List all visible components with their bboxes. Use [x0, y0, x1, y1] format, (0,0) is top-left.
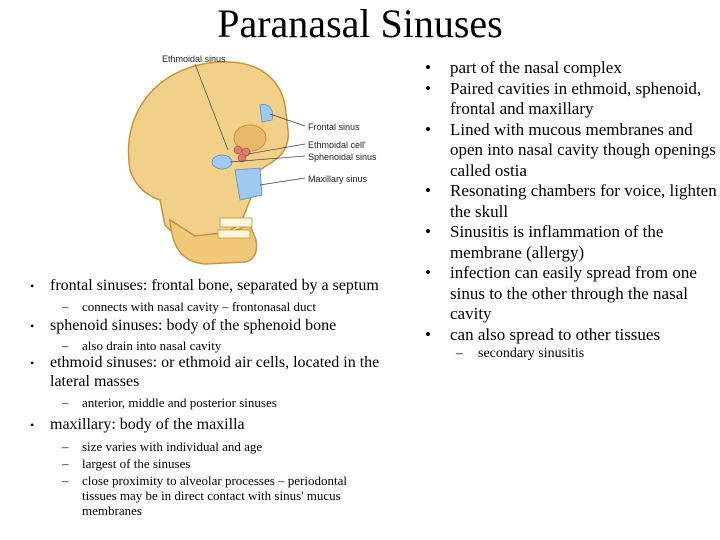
ethmoid-sub-bullet: – anterior, middle and posterior sinuses [20, 395, 430, 410]
maxillary-sub-bullet: – close proximity to alveolar processes – periodontal tissues may be in direct contact with sinus' mucus membranes [20, 473, 430, 518]
right-sub-bullet: – secondary sinusitis [420, 345, 720, 363]
skull-sinus-illustration [110, 50, 377, 270]
label-frontal-sinus: Frontal sinus [308, 122, 360, 132]
skull-diagram [110, 50, 377, 270]
sphenoidal-sinus-shape [212, 155, 232, 169]
right-bullet-list [420, 58, 720, 363]
right-bullet: • Resonating chambers for voice, lighten the skull [420, 181, 720, 222]
label-ethmoidal-cell: Ethmoidal cell' [308, 140, 366, 150]
lower-teeth [218, 230, 250, 238]
ethmoid-bullet: • ethmoid sinuses: or ethmoid air cells, located in the lateral masses [20, 354, 430, 391]
slide-title: Paranasal Sinuses [217, 1, 503, 46]
right-bullet: • Lined with mucous membranes and open into nasal cavity though openings called ostia [420, 120, 720, 182]
frontal-sub-bullet: – connects with nasal cavity – frontonasal duct [20, 299, 430, 314]
label-sphenoidal-sinus: Sphenoidal sinus [308, 152, 377, 162]
maxillary-sub-bullet: – largest of the sinuses [20, 456, 430, 471]
maxillary-sinus-shape [235, 168, 262, 200]
label-ethmoidal-sinus: Ethmoidal sinus [162, 54, 226, 64]
right-bullet: • can also spread to other tissues [420, 325, 720, 346]
sphenoid-bullet: • sphenoid sinuses: body of the sphenoid bone [20, 317, 430, 336]
right-bullet: • Sinusitis is inflammation of the membrane (allergy) [420, 222, 720, 263]
maxillary-bullet: • maxillary: body of the maxilla [20, 416, 430, 435]
label-maxillary-sinus: Maxillary sinus [308, 174, 368, 184]
maxillary-sub-bullet: – size varies with individual and age [20, 439, 430, 454]
left-bullet-list [20, 277, 430, 518]
upper-teeth [220, 218, 252, 227]
right-bullet: • infection can easily spread from one sinus to the other through the nasal cavity [420, 263, 720, 325]
frontal-bullet: • frontal sinuses: frontal bone, separated by a septum [20, 277, 430, 296]
sphenoid-sub-bullet: – also drain into nasal cavity [20, 338, 430, 353]
right-bullet: • Paired cavities in ethmoid, sphenoid, frontal and maxillary [420, 79, 720, 120]
right-bullet: • part of the nasal complex [420, 58, 720, 79]
